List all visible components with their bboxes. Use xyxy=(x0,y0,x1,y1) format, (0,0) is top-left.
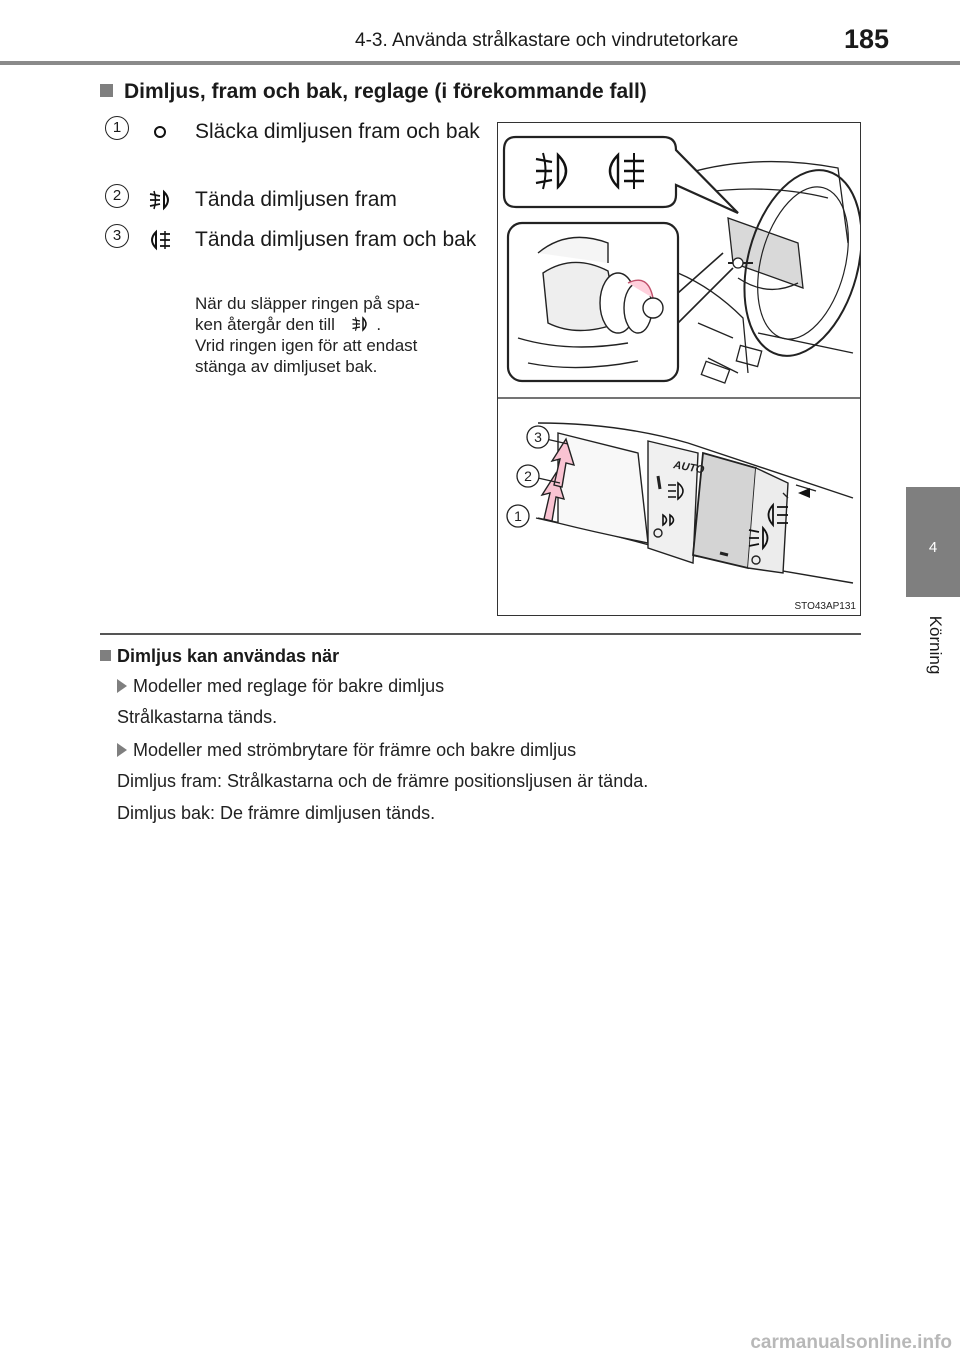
item-number-1: 1 xyxy=(105,116,129,140)
info-text-1: Strålkastarna tänds. xyxy=(117,707,278,727)
front-fog-light-icon xyxy=(145,188,175,212)
triangle-bullet-icon xyxy=(117,679,127,693)
item-number-3: 3 xyxy=(105,224,129,248)
chapter-number: 4 xyxy=(928,539,938,556)
chapter-label: Körning xyxy=(926,615,945,675)
header-rule xyxy=(0,61,960,65)
icon-callout-bubble xyxy=(504,137,738,213)
callout-number-2: 2 xyxy=(524,468,532,484)
info-heading xyxy=(100,646,339,667)
off-circle-icon xyxy=(145,120,175,144)
info-heading-text: Dimljus kan användas när xyxy=(117,646,340,666)
section-heading-text: Dimljus, fram och bak, reglage (i förekommande fall) xyxy=(124,80,647,103)
release-note xyxy=(195,293,485,377)
watermark: carmanualsonline.info xyxy=(750,1332,952,1353)
note-line-3: Vrid ringen igen för att endast xyxy=(195,336,418,355)
front-fog-light-icon xyxy=(348,315,372,333)
section-heading xyxy=(100,80,647,104)
note-line-4: stänga av dimljuset bak. xyxy=(195,357,378,376)
item-text-3: Tända dimljusen fram och bak xyxy=(195,228,477,251)
arrow-left-icon xyxy=(798,488,810,498)
callout-number-1: 1 xyxy=(514,508,522,524)
square-bullet-icon xyxy=(100,84,113,97)
note-line-1: När du släpper ringen på spa- xyxy=(195,294,420,313)
note-line-2 xyxy=(195,314,485,335)
triangle-bullet-icon xyxy=(117,743,127,757)
fog-light-illustration xyxy=(498,123,860,615)
info-text-2: Dimljus fram: Strålkastarna och de främre positionsljusen är tända. xyxy=(117,771,649,791)
rear-fog-light-icon xyxy=(145,228,175,252)
info-text-3: Dimljus bak: De främre dimljusen tänds. xyxy=(117,803,436,823)
fog-light-switch-figure xyxy=(497,122,861,616)
info-bullet-2 xyxy=(117,740,576,761)
note-line-2-end: . xyxy=(376,315,382,334)
item-text-2: Tända dimljusen fram xyxy=(195,188,397,211)
note-line-2-text: ken återgår den till xyxy=(195,315,335,334)
figure-caption: STO43AP131 xyxy=(794,601,856,612)
square-bullet-icon xyxy=(100,650,111,661)
callout-number-3: 3 xyxy=(534,429,542,445)
header-section-title: 4-3. Använda strålkastare och vindrutetorkare xyxy=(355,30,739,51)
page-number: 185 xyxy=(844,24,890,54)
item-text-1: Släcka dimljusen fram och bak xyxy=(195,120,480,143)
item-number-2: 2 xyxy=(105,184,129,208)
info-bullet-1 xyxy=(117,676,444,697)
auto-position-label: AUTO xyxy=(672,459,706,477)
chapter-tab xyxy=(906,487,960,597)
info-bullet-2-text: Modeller med strömbrytare för främre och bakre dimljus xyxy=(133,740,577,760)
info-bullet-1-text: Modeller med reglage för bakre dimljus xyxy=(133,676,445,696)
section-divider xyxy=(100,633,861,635)
